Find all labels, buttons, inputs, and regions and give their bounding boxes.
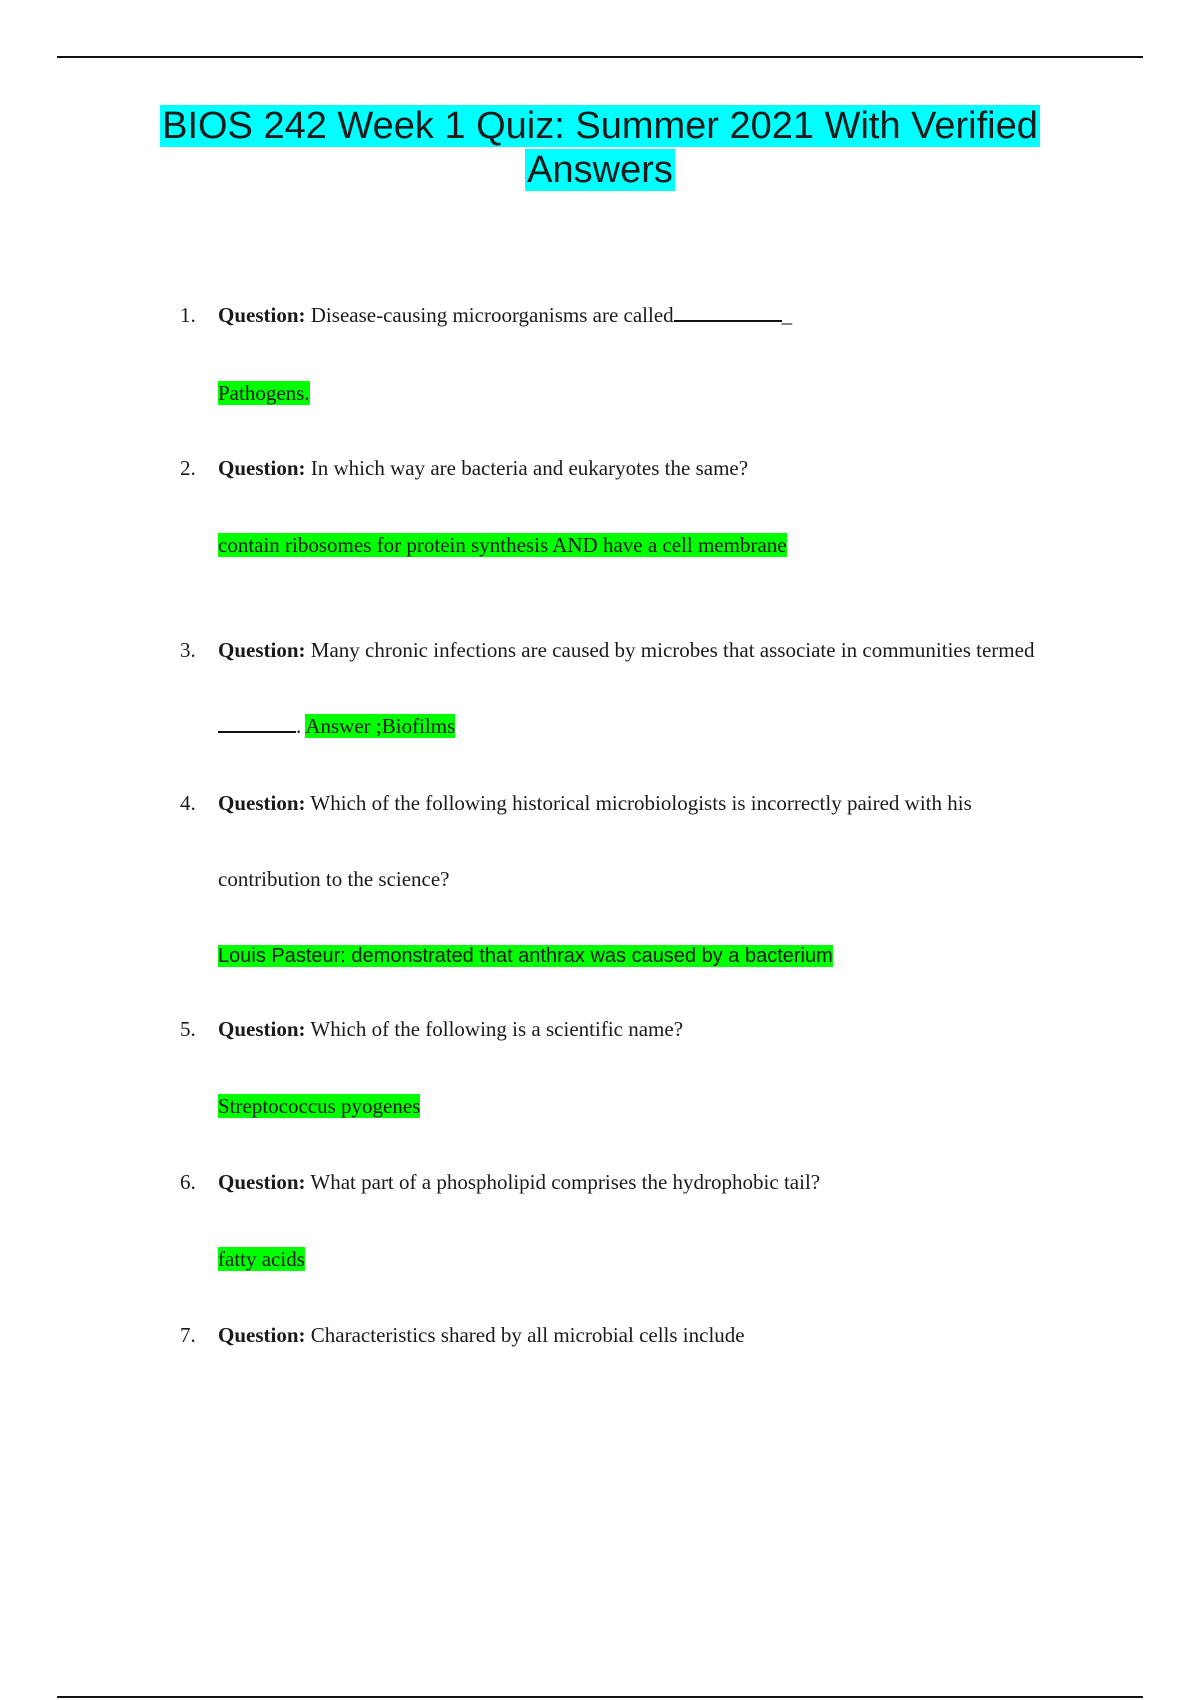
title-line-2: Answers	[527, 149, 673, 191]
question-number: 4.	[180, 791, 196, 815]
answer	[218, 532, 787, 558]
answer-highlight: Louis Pasteur: demonstrated that anthrax was caused by a bacterium	[218, 945, 833, 967]
document-title	[100, 104, 1100, 192]
question-text	[218, 455, 748, 481]
answer-highlight: Streptococcus pyogenes	[218, 1094, 421, 1118]
question-label: Question:	[218, 456, 306, 480]
question-text	[218, 1169, 820, 1195]
question-label: Question:	[218, 1017, 306, 1041]
answer-blank	[218, 713, 296, 733]
question-body: Many chronic infections are caused by microbes that associate in communities termed	[310, 638, 1035, 662]
top-rule	[57, 56, 1143, 58]
question-body: Which of the following is a scientific name?	[310, 1017, 684, 1041]
answer	[218, 380, 310, 406]
question-body: Which of the following historical microbiologists is incorrectly paired with his	[310, 791, 972, 815]
question-text	[218, 302, 792, 328]
question-number: 2.	[180, 456, 196, 480]
answer-highlight: Pathogens.	[218, 381, 310, 405]
question-number: 1.	[180, 303, 196, 327]
question-number: 5.	[180, 1017, 196, 1041]
question-number: 3.	[180, 638, 196, 662]
question-continuation: .	[296, 714, 302, 738]
question-body: What part of a phospholipid comprises the hydrophobic tail?	[310, 1170, 821, 1194]
answer-highlight: contain ribosomes for protein synthesis AND have a cell membrane	[218, 533, 787, 557]
title-line-1: BIOS 242 Week 1 Quiz: Summer 2021 With Verified	[162, 105, 1038, 147]
question-text	[218, 637, 1034, 663]
question-text	[218, 790, 972, 816]
answer-highlight: fatty acids	[218, 1247, 305, 1271]
question-label: Question:	[218, 791, 306, 815]
question-text	[218, 1016, 683, 1042]
answer-highlight: Answer ;Biofilms	[305, 714, 456, 738]
question-body: Characteristics shared by all microbial cells include	[310, 1323, 745, 1347]
question-body: In which way are bacteria and eukaryotes the same?	[310, 456, 749, 480]
question-continuation: contribution to the science?	[218, 867, 450, 891]
question-label: Question:	[218, 1170, 306, 1194]
answer	[218, 943, 833, 969]
answer	[218, 713, 455, 739]
answer	[218, 1246, 305, 1272]
question-body: Disease-causing microorganisms are called	[310, 303, 674, 327]
question-text	[218, 1322, 745, 1348]
answer	[218, 1093, 420, 1119]
question-number: 6.	[180, 1170, 196, 1194]
bottom-rule	[57, 1696, 1143, 1698]
question-trailing: _	[781, 303, 793, 327]
question-label: Question:	[218, 1323, 306, 1347]
question-number: 7.	[180, 1323, 196, 1347]
question-label: Question:	[218, 303, 306, 327]
answer-blank	[674, 302, 782, 322]
question-label: Question:	[218, 638, 306, 662]
